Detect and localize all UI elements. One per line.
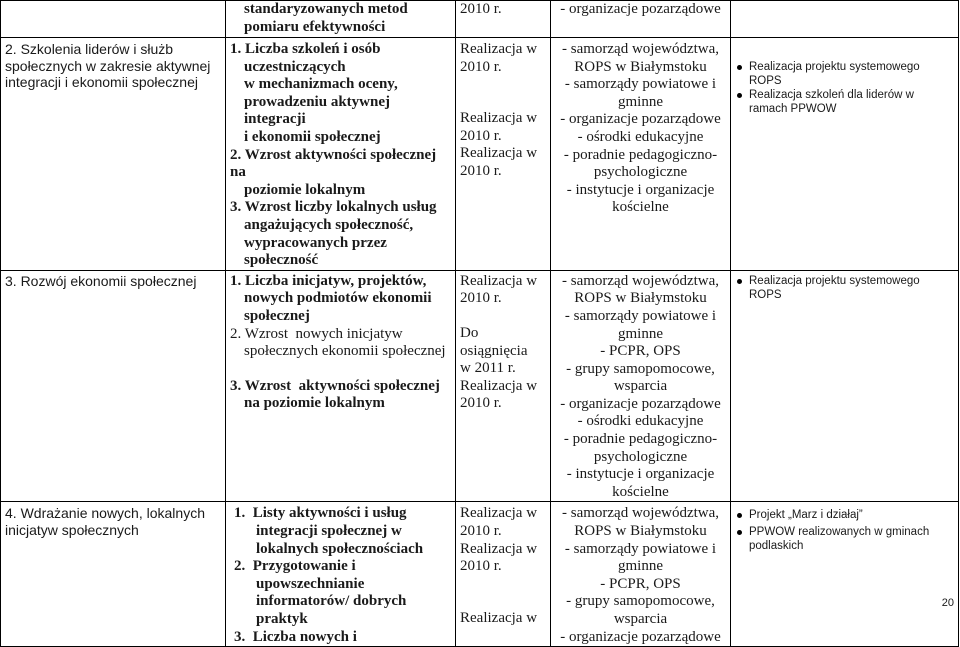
indicator-line: 3. Wzrost aktywności społecznej <box>230 377 440 394</box>
date-line: Realizacja w <box>460 505 538 522</box>
partner-line: - grupy samopomocowe, <box>566 593 715 610</box>
task-cell: 4. Wdrażanie nowych, lokalnych inicjatyw społecznych <box>1 502 226 647</box>
partner-line: - organizacje pozarządowe <box>560 111 721 128</box>
partner-line: - organizacje pozarządowe <box>560 1 721 17</box>
indicator-line: 1. Liczba inicjatyw, projektów, <box>230 272 427 289</box>
date-line: osiągnięcia <box>460 342 528 359</box>
indicator-line: 2. Wzrost nowych inicjatyw <box>230 325 403 342</box>
date-line: 2010 r. <box>460 1 502 17</box>
indicator-line: społeczność <box>244 252 319 269</box>
date-line: 2010 r. <box>460 395 502 412</box>
partner-cell <box>551 1 731 38</box>
partner-cell <box>551 270 731 502</box>
source-cell <box>731 270 959 502</box>
partner-cell <box>551 38 731 271</box>
date-line: Realizacja w <box>460 110 538 127</box>
partner-line: - instytucje i organizacje <box>566 181 715 198</box>
indicator-line: upowszechnianie <box>256 575 365 592</box>
indicator-line: 2. Wzrost aktywności społecznej na <box>230 146 440 181</box>
table-row <box>1 502 959 647</box>
partner-line: kościelne <box>612 483 669 500</box>
indicator-line: 3. Wzrost liczby lokalnych usług <box>230 199 437 216</box>
indicator-cell <box>226 270 456 502</box>
partner-cell <box>551 502 731 647</box>
indicator-line: informatorów/ dobrych <box>256 593 407 610</box>
source-item: Realizacja szkoleń dla liderów w ramach PPWOW <box>735 88 954 116</box>
date-cell <box>456 1 551 38</box>
table-row <box>1 270 959 502</box>
indicator-line: uczestniczących <box>244 58 346 75</box>
partner-line: - ośrodki edukacyjne <box>577 128 704 145</box>
partner-line: gminne <box>618 93 663 110</box>
indicator-line: 1. Listy aktywności i usług <box>234 505 407 522</box>
partner-line: wsparcia <box>613 378 668 395</box>
partner-line: wsparcia <box>613 611 668 627</box>
source-cell <box>731 38 959 271</box>
partner-line: psychologiczne <box>593 448 688 465</box>
source-cell <box>731 1 959 38</box>
indicator-line: angażujących społeczność, <box>244 216 414 233</box>
table-row <box>1 38 959 271</box>
date-line: Realizacja w <box>460 145 538 162</box>
date-line: 2010 r. <box>460 523 502 540</box>
partner-line: - organizacje pozarządowe <box>560 395 721 412</box>
date-cell <box>456 270 551 502</box>
indicator-line: 1. Liczba szkoleń i osób <box>230 41 381 57</box>
partner-line: - samorząd województwa, <box>561 41 720 57</box>
partner-line: - grupy samopomocowe, <box>566 360 715 377</box>
page-number: 20 <box>941 597 954 609</box>
date-cell <box>456 502 551 647</box>
indicator-line: integracji społecznej w <box>256 523 402 540</box>
partner-line: - organizacje pozarządowe <box>560 628 721 645</box>
indicator-line: społecznej <box>244 307 310 324</box>
indicator-line: na poziomie lokalnym <box>244 395 385 412</box>
indicator-cell <box>226 502 456 647</box>
partner-line: - PCPR, OPS <box>600 343 681 360</box>
indicator-line: poziomie lokalnym <box>244 181 366 198</box>
partner-line: ROPS w Białymstoku <box>574 290 707 307</box>
source-item: Realizacja projektu systemowego ROPS <box>735 60 954 88</box>
date-line: Realizacja w <box>460 377 538 394</box>
indicator-line: standaryzowanych metod <box>244 1 408 17</box>
date-line: w 2011 r. <box>460 360 516 377</box>
indicator-line: wypracowanych przez <box>244 234 387 251</box>
source-item: Realizacja projektu systemowego ROPS <box>735 274 954 302</box>
task-cell <box>1 1 226 38</box>
partner-line: - poradnie pedagogiczno- <box>563 146 718 163</box>
date-line: Realizacja w <box>460 272 538 289</box>
indicator-line: praktyk <box>256 611 308 627</box>
partner-line: kościelne <box>612 199 669 216</box>
date-line: Do <box>460 324 479 341</box>
partner-line: - samorząd województwa, <box>561 272 720 289</box>
indicator-line: społecznych ekonomii społecznej <box>244 343 446 360</box>
indicator-cell <box>226 1 456 38</box>
date-cell <box>456 38 551 271</box>
partner-line: - instytucje i organizacje <box>566 466 715 483</box>
date-line: 2010 r. <box>460 162 502 179</box>
date-line: 2010 r. <box>460 127 502 144</box>
partner-line: psychologiczne <box>593 164 688 181</box>
task-cell: 3. Rozwój ekonomii społecznej <box>1 270 226 502</box>
date-line: Realizacja w <box>460 609 538 626</box>
date-line: 2010 r. <box>460 290 502 307</box>
source-item: PPWOW realizowanych w gminach podlaskich <box>735 525 954 553</box>
date-line: 2010 r. <box>460 58 502 75</box>
table-row <box>1 1 959 38</box>
indicator-line: lokalnych społecznościach <box>256 540 424 557</box>
partner-line: ROPS w Białymstoku <box>574 523 707 540</box>
indicator-line: pomiaru efektywności <box>244 18 386 35</box>
indicator-line: w mechanizmach oceny, <box>244 76 398 93</box>
partner-line: - PCPR, OPS <box>600 575 681 592</box>
source-item: Projekt „Marz i działaj” <box>735 508 954 522</box>
indicator-line: 2. Przygotowanie i <box>234 558 356 575</box>
indicator-line: nowych podmiotów ekonomii <box>244 290 432 307</box>
partner-line: - samorządy powiatowe i <box>564 540 717 557</box>
partner-line: - ośrodki edukacyjne <box>577 413 704 430</box>
indicator-line: prowadzeniu aktywnej integracji <box>244 93 394 128</box>
date-line: Realizacja w <box>460 540 538 557</box>
partner-line: ROPS w Białymstoku <box>574 58 707 75</box>
indicator-line: 3. Liczba nowych i <box>234 628 357 645</box>
source-cell <box>731 502 959 647</box>
partner-line: gminne <box>618 325 663 342</box>
partner-line: gminne <box>618 558 663 575</box>
task-cell: 2. Szkolenia liderów i służb społecznych w zakresie aktywnej integracji i ekonomii społecznej <box>1 38 226 271</box>
partner-line: - poradnie pedagogiczno- <box>563 431 718 448</box>
indicator-cell <box>226 38 456 271</box>
partner-line: - samorząd województwa, <box>561 505 720 522</box>
indicator-line: i ekonomii społecznej <box>244 128 381 145</box>
partner-line: - samorządy powiatowe i <box>564 76 717 93</box>
date-line: 2010 r. <box>460 558 502 575</box>
partner-line: - samorządy powiatowe i <box>564 307 717 324</box>
date-line: Realizacja w <box>460 41 538 57</box>
